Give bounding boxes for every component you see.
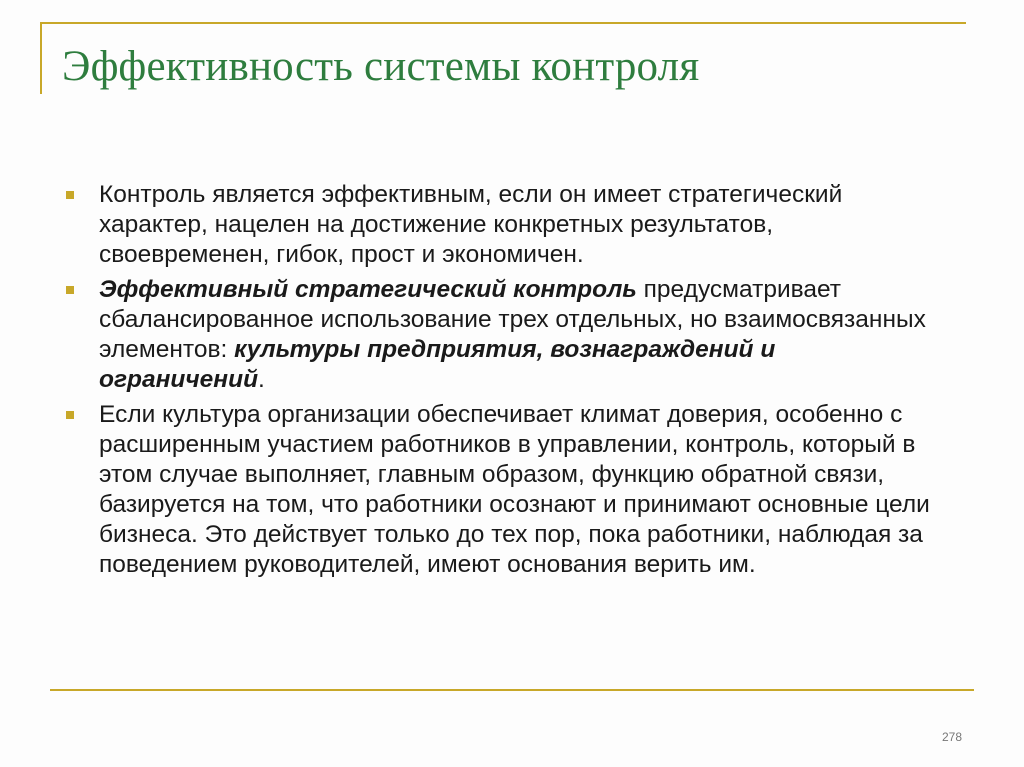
bullet-item	[66, 275, 946, 395]
top-divider	[40, 22, 966, 24]
bullet-text: Если культура организации обеспечивает климат доверия, особенно с расширенным участием работников в управлении, контроль, который в этом случае выполняет, главным образом, функцию обратной связи, базируется на том, что работники осознают и принимают основные цели бизнеса. Это действует только до тех пор, пока работники, наблюдая за поведением руководителей, имеют основания верить им.	[99, 401, 930, 578]
slide-title: Эффективность системы контроля	[62, 43, 700, 90]
bottom-divider	[50, 689, 974, 691]
bullet-list	[66, 180, 946, 585]
square-bullet-icon	[66, 411, 74, 419]
left-divider	[40, 22, 42, 94]
square-bullet-icon	[66, 191, 74, 199]
bullet-text: предусматривает сбалансированное использование трех отдельных, но взаимосвязанных элементов:	[99, 276, 926, 363]
bullet-item	[66, 180, 946, 270]
page-number: 278	[941, 730, 962, 744]
emphasized-text: культуры предприятия, вознаграждений и ограничений	[99, 336, 776, 393]
square-bullet-icon	[66, 286, 74, 294]
bullet-item	[66, 400, 946, 580]
bullet-text: .	[258, 366, 265, 393]
emphasized-text: Эффективный стратегический контроль	[99, 276, 637, 303]
bullet-text: Контроль является эффективным, если он имеет стратегический характер, нацелен на достижение конкретных результатов, своевременен, гибок, прост и экономичен.	[99, 181, 843, 268]
